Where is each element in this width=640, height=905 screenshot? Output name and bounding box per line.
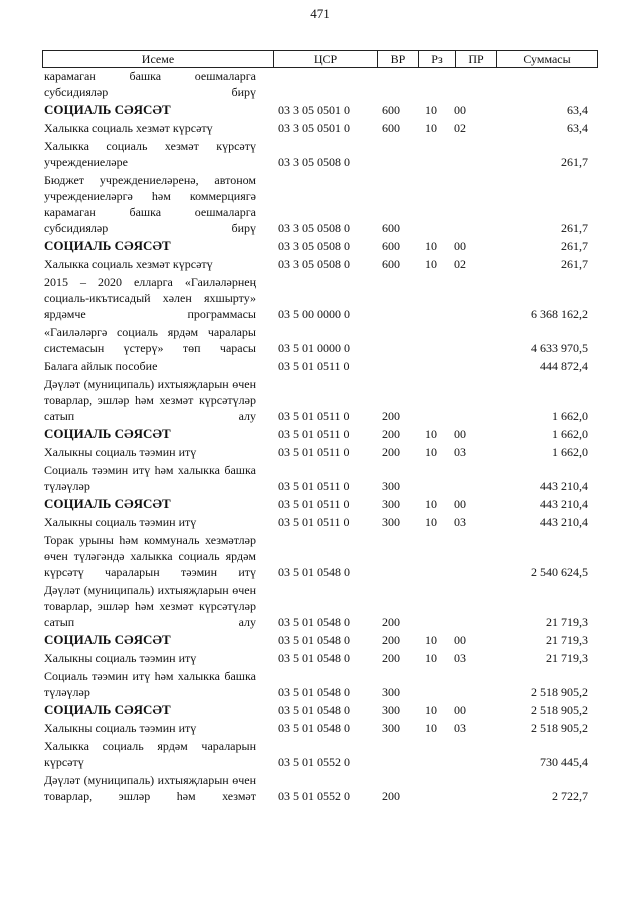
row-sum: 730 445,4 (540, 755, 588, 769)
row-pr: 03 (454, 721, 466, 735)
table-row (44, 720, 594, 736)
row-name: 2015 – 2020 елларга «Гаиләләрнең социаль-икътисадый хәлен яхшырту» ярдәмче программасы (44, 275, 256, 321)
table-row (44, 120, 594, 136)
table-header (42, 50, 598, 68)
row-sum: 63,4 (567, 121, 588, 135)
row-sum: 21 719,3 (546, 633, 588, 647)
row-csr: 03 3 05 0501 0 (278, 103, 350, 117)
table-row (44, 668, 594, 700)
row-pr: 00 (454, 633, 466, 647)
row-sum: 1 662,0 (552, 409, 588, 423)
table-row (44, 358, 594, 374)
row-name: Халыкка социаль хезмәт күрсәтү (44, 121, 213, 135)
row-pr: 02 (454, 257, 466, 271)
row-name: СОЦИАЛЬ СӘЯСӘТ (44, 496, 171, 511)
row-name: СОЦИАЛЬ СӘЯСӘТ (44, 426, 171, 441)
row-rz: 10 (425, 633, 437, 647)
row-csr: 03 5 01 0548 0 (278, 651, 350, 665)
row-csr: 03 3 05 0501 0 (278, 121, 350, 135)
row-vr: 200 (382, 789, 400, 803)
row-csr: 03 5 01 0511 0 (278, 479, 350, 493)
row-name: Социаль тәэмин итү һәм халыкка башка түләүләр (44, 463, 256, 493)
row-vr: 600 (382, 239, 400, 253)
row-vr: 200 (382, 409, 400, 423)
row-name: Халыкка социаль хезмәт күрсәтү учреждениеләре (44, 139, 256, 169)
table-row (44, 68, 594, 100)
row-vr: 600 (382, 103, 400, 117)
row-name: Халыкны социаль тәэмин итү (44, 445, 197, 459)
row-name: Халыкны социаль тәэмин итү (44, 721, 197, 735)
row-name: СОЦИАЛЬ СӘЯСӘТ (44, 102, 171, 117)
row-name: Халыкны социаль тәэмин итү (44, 515, 197, 529)
header-vr: ВР (378, 51, 419, 67)
row-pr: 00 (454, 103, 466, 117)
row-name: Халыкны социаль тәэмин итү (44, 651, 197, 665)
table-row (44, 738, 594, 770)
row-csr: 03 5 01 0552 0 (278, 755, 350, 769)
row-sum: 443 210,4 (540, 497, 588, 511)
row-name: Халыкка социаль хезмәт күрсәтү (44, 257, 213, 271)
row-vr: 200 (382, 615, 400, 629)
table-row (44, 444, 594, 460)
row-sum: 6 368 162,2 (531, 307, 588, 321)
row-vr: 300 (382, 479, 400, 493)
table-row (44, 532, 594, 580)
row-rz: 10 (425, 651, 437, 665)
row-sum: 2 518 905,2 (531, 721, 588, 735)
table-row (44, 172, 594, 236)
row-name: Халыкка социаль ярдәм чараларын күрсәтү (44, 739, 256, 769)
row-csr: 03 5 01 0548 0 (278, 703, 350, 717)
row-csr: 03 5 01 0548 0 (278, 721, 350, 735)
row-vr: 300 (382, 497, 400, 511)
row-sum: 444 872,4 (540, 359, 588, 373)
row-csr: 03 5 01 0000 0 (278, 341, 350, 355)
row-rz: 10 (425, 121, 437, 135)
row-sum: 261,7 (561, 239, 588, 253)
row-csr: 03 3 05 0508 0 (278, 239, 350, 253)
table-row (44, 324, 594, 356)
row-name: Дәүләт (муниципаль) ихтыяҗларын өчен товарлар, эшләр һәм хезмәт күрсәтүләр сатып алу (44, 583, 256, 629)
row-rz: 10 (425, 497, 437, 511)
row-sum: 2 518 905,2 (531, 685, 588, 699)
header-sum: Суммасы (523, 51, 571, 66)
header-rz: Рз (419, 51, 456, 67)
row-sum: 443 210,4 (540, 479, 588, 493)
row-vr: 300 (382, 721, 400, 735)
row-csr: 03 5 01 0552 0 (278, 789, 350, 803)
row-name: «Гаиләләргә социаль ярдәм чаралары системасын үстерү» төп чарасы (44, 325, 256, 355)
row-rz: 10 (425, 427, 437, 441)
row-name: Дәүләт (муниципаль) ихтыяҗларын өчен товарлар, эшләр һәм хезмәт (44, 773, 256, 803)
table-row (44, 702, 594, 718)
row-csr: 03 5 01 0511 0 (278, 497, 350, 511)
row-csr: 03 5 01 0511 0 (278, 409, 350, 423)
row-csr: 03 5 01 0548 0 (278, 615, 350, 629)
table-row (44, 632, 594, 648)
row-sum: 261,7 (561, 221, 588, 235)
row-pr: 03 (454, 515, 466, 529)
row-pr: 03 (454, 445, 466, 459)
row-rz: 10 (425, 103, 437, 117)
row-vr: 300 (382, 685, 400, 699)
table-row (44, 138, 594, 170)
row-csr: 03 5 01 0548 0 (278, 565, 350, 579)
row-name: СОЦИАЛЬ СӘЯСӘТ (44, 702, 171, 717)
row-pr: 00 (454, 427, 466, 441)
row-sum: 261,7 (561, 155, 588, 169)
row-sum: 2 540 624,5 (531, 565, 588, 579)
row-name: СОЦИАЛЬ СӘЯСӘТ (44, 632, 171, 647)
table-row (44, 274, 594, 322)
header-name: Исеме (43, 51, 274, 67)
row-rz: 10 (425, 239, 437, 253)
table-row (44, 238, 594, 254)
row-name: Балага айлык пособие (44, 359, 158, 373)
row-sum: 1 662,0 (552, 445, 588, 459)
row-sum: 2 722,7 (552, 789, 588, 803)
table-row (44, 496, 594, 512)
row-sum: 21 719,3 (546, 615, 588, 629)
row-csr: 03 5 01 0548 0 (278, 685, 350, 699)
row-name: Дәүләт (муниципаль) ихтыяҗларын өчен товарлар, эшләр һәм хезмәт күрсәтүләр сатып алу (44, 377, 256, 423)
row-csr: 03 5 01 0511 0 (278, 427, 350, 441)
header-pr: ПР (456, 51, 497, 67)
row-name: карамаган башка оешмаларга субсидияләр бирү (44, 69, 256, 99)
row-rz: 10 (425, 445, 437, 459)
row-csr: 03 5 01 0511 0 (278, 445, 350, 459)
row-vr: 600 (382, 221, 400, 235)
row-vr: 600 (382, 257, 400, 271)
row-csr: 03 5 01 0511 0 (278, 359, 350, 373)
row-name: СОЦИАЛЬ СӘЯСӘТ (44, 238, 171, 253)
table-row (44, 376, 594, 424)
table-row (44, 772, 594, 804)
row-pr: 00 (454, 703, 466, 717)
row-csr: 03 5 01 0511 0 (278, 515, 350, 529)
row-pr: 00 (454, 239, 466, 253)
row-vr: 600 (382, 121, 400, 135)
row-rz: 10 (425, 515, 437, 529)
header-csr: ЦСР (274, 51, 378, 67)
row-sum: 261,7 (561, 257, 588, 271)
row-csr: 03 5 01 0548 0 (278, 633, 350, 647)
row-sum: 1 662,0 (552, 427, 588, 441)
row-vr: 200 (382, 427, 400, 441)
table-body (44, 68, 594, 806)
row-pr: 03 (454, 651, 466, 665)
row-name: Социаль тәэмин итү һәм халыкка башка түләүләр (44, 669, 256, 699)
row-vr: 200 (382, 445, 400, 459)
row-sum: 2 518 905,2 (531, 703, 588, 717)
table-row (44, 102, 594, 118)
row-csr: 03 3 05 0508 0 (278, 155, 350, 169)
row-name: Торак урыны һәм коммуналь хезмәтләр өчен түләгәндә халыкка социаль ярдәм күрсәтү чараларын тәэмин итү (44, 533, 256, 579)
table-row (44, 582, 594, 630)
row-vr: 200 (382, 651, 400, 665)
row-rz: 10 (425, 703, 437, 717)
row-vr: 300 (382, 703, 400, 717)
table-row (44, 462, 594, 494)
row-vr: 200 (382, 633, 400, 647)
row-name: Бюджет учреждениеләренә, автоном учреждениеләргә һәм коммерциягә карамаган башка оешмаларга субсидияләр бирү (44, 173, 256, 235)
row-csr: 03 3 05 0508 0 (278, 221, 350, 235)
row-csr: 03 5 00 0000 0 (278, 307, 350, 321)
table-row (44, 514, 594, 530)
row-csr: 03 3 05 0508 0 (278, 257, 350, 271)
table-row (44, 426, 594, 442)
table-row (44, 650, 594, 666)
table-row (44, 256, 594, 272)
row-pr: 02 (454, 121, 466, 135)
page-number: 471 (310, 6, 330, 21)
row-sum: 21 719,3 (546, 651, 588, 665)
row-rz: 10 (425, 721, 437, 735)
row-sum: 4 633 970,5 (531, 341, 588, 355)
row-rz: 10 (425, 257, 437, 271)
row-vr: 300 (382, 515, 400, 529)
row-sum: 443 210,4 (540, 515, 588, 529)
row-pr: 00 (454, 497, 466, 511)
row-sum: 63,4 (567, 103, 588, 117)
